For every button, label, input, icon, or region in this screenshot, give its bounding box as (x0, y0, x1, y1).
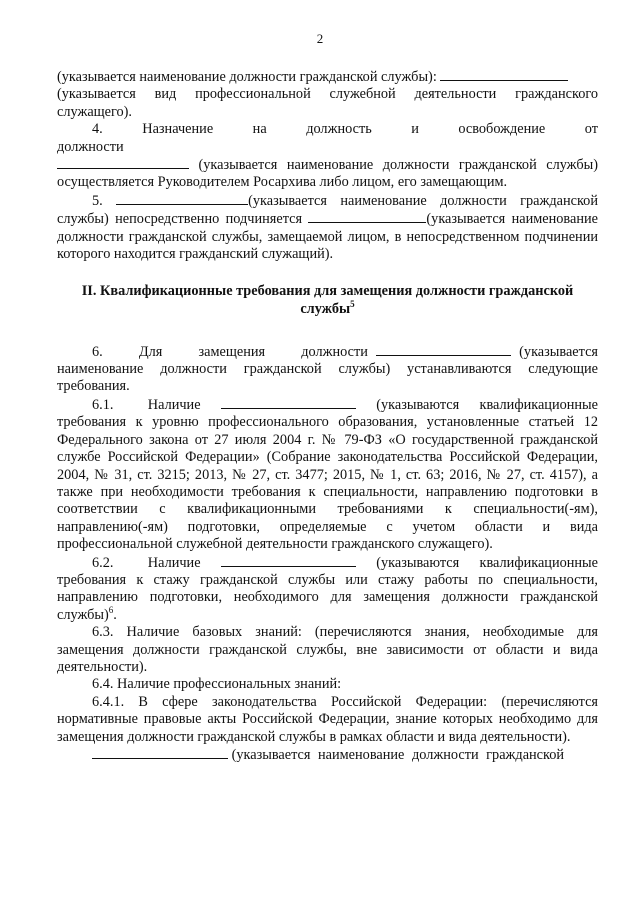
page-number: 2 (316, 31, 324, 46)
blank-line (440, 68, 568, 81)
blank-line (221, 554, 356, 567)
blank-line (376, 343, 511, 356)
section-heading: II. Квалификационные требования для замещения должности гражданской службы$^5$ (81, 283, 574, 318)
paragraph-l2: (указывается вид профессиональной служебной деятельности гражданского служащего). (57, 86, 598, 120)
paragraph-6-2: 6.2. Наличие (указываются квалификационные требования к стажу гражданской службы или стажу работы по специальности, направлению подготовки, необходимого для замещения должности гражданской службы)$^6$. (57, 554, 599, 623)
paragraph-4: 4. Назначение на должность и освобождение от должности (57, 121, 598, 155)
blank-line (116, 192, 248, 205)
paragraph-last: (указывается наименование должности гражданской (57, 746, 598, 764)
blank-line (57, 156, 189, 169)
paragraph-6-3: 6.3. Наличие базовых знаний: (перечисляются знания, необходимые для замещения должности гражданской службы, вне зависимости от области и вида деятельности). (57, 624, 598, 675)
paragraph-6-4: 6.4. Наличие профессиональных знаний: (92, 676, 342, 693)
paragraph-l1: (указывается наименование должности гражданской службы): (57, 68, 598, 86)
blank-line (308, 210, 426, 223)
paragraph-6-1: 6.1. Наличие (указываются квалификационные требования к уровню профессионального образования, установленные статьей 12 Федерального закона от 27 июля 2004 г. № 79-ФЗ «О государственной гражданской службе Российской Федерации» (Собрание законодательства Российской Федерации, 2004, № 31, ст. 3215; 2013, № 27, ст. 3477; 2015, № 1, ст. 63; 2016, № 27, ст. 4157), а также при необходимости требования к специальности, направлению подготовки в соответствии с квалификационными требованиями к специальности(-ям), направлению(-ям) подготовки, определяемые с учетом области и вида профессиональной служебной деятельности гражданского служащего). (57, 396, 599, 553)
blank-line (92, 746, 228, 759)
blank-line (221, 396, 356, 409)
document-body (57, 68, 598, 764)
paragraph-6: 6. Для замещения должности (указывается наименование должности гражданской службы) устанавливаются следующие требования. (57, 343, 598, 395)
paragraph-4-cont: (указывается наименование должности гражданской службы) осуществляется Руководителем Росархива либо лицом, его замещающим. (57, 157, 598, 191)
paragraph-5: 5. (указывается наименование должности гражданской службы) непосредственно подчиняется (указывается наименование должности гражданской службы, замещаемой лицом, в непосредственном подчинении которого находится гражданский служащий). (57, 192, 598, 263)
paragraph-6-4-1: 6.4.1. В сфере законодательства Российской Федерации: (перечисляются нормативные правовые акты Российской Федерации, знание которых необходимо для замещения должности гражданской службы в рамках области и вида деятельности). (57, 693, 598, 745)
